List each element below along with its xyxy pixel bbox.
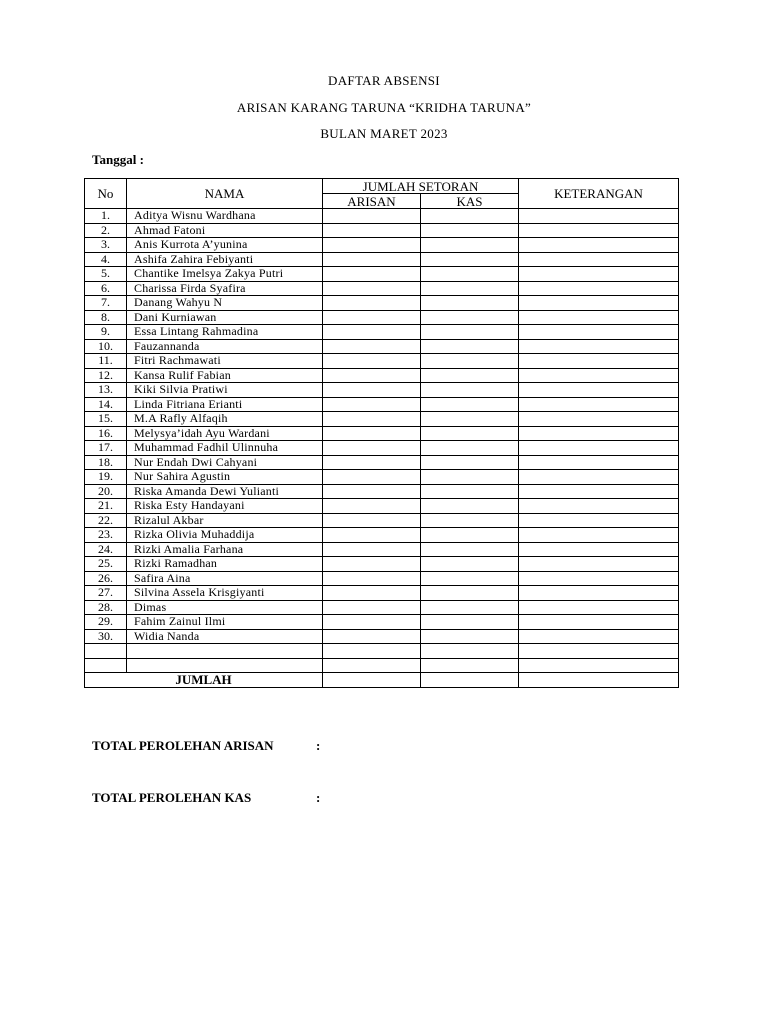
row-no: 23. xyxy=(85,528,127,543)
row-nama: Dani Kurniawan xyxy=(127,310,323,325)
table-row xyxy=(85,484,679,499)
row-kas-cell[interactable] xyxy=(421,426,519,441)
table-row xyxy=(85,252,679,267)
row-nama: Anis Kurrota A’yunina xyxy=(127,238,323,253)
row-nama: Melysya’idah Ayu Wardani xyxy=(127,426,323,441)
row-keterangan-cell[interactable] xyxy=(519,455,679,470)
row-nama xyxy=(127,644,323,659)
row-arisan-cell[interactable] xyxy=(323,310,421,325)
table-row xyxy=(85,209,679,224)
row-no: 14. xyxy=(85,397,127,412)
row-no: 21. xyxy=(85,499,127,514)
row-keterangan-cell[interactable] xyxy=(519,499,679,514)
jumlah-keterangan-cell[interactable] xyxy=(519,673,679,688)
row-arisan-cell[interactable] xyxy=(323,281,421,296)
row-arisan-cell[interactable] xyxy=(323,354,421,369)
row-arisan-cell[interactable] xyxy=(323,644,421,659)
row-keterangan-cell[interactable] xyxy=(519,644,679,659)
row-nama: Nur Endah Dwi Cahyani xyxy=(127,455,323,470)
table-row xyxy=(85,267,679,282)
row-arisan-cell[interactable] xyxy=(323,238,421,253)
row-keterangan-cell[interactable] xyxy=(519,368,679,383)
total-kas-label: TOTAL PEROLEHAN KAS xyxy=(92,790,252,805)
row-kas-cell[interactable] xyxy=(421,310,519,325)
table-row xyxy=(85,325,679,340)
row-arisan-cell[interactable] xyxy=(323,223,421,238)
row-no: 26. xyxy=(85,571,127,586)
table-row xyxy=(85,310,679,325)
row-keterangan-cell[interactable] xyxy=(519,281,679,296)
table-row xyxy=(85,499,679,514)
row-nama: Fitri Rachmawati xyxy=(127,354,323,369)
row-arisan-cell[interactable] xyxy=(323,528,421,543)
row-no: 13. xyxy=(85,383,127,398)
row-nama: Essa Lintang Rahmadina xyxy=(127,325,323,340)
table-row xyxy=(85,368,679,383)
table-row xyxy=(85,658,679,673)
row-keterangan-cell[interactable] xyxy=(519,209,679,224)
table-row xyxy=(85,383,679,398)
row-kas-cell[interactable] xyxy=(421,397,519,412)
document-subtitle: ARISAN KARANG TARUNA “KRIDHA TARUNA” xyxy=(236,100,532,115)
table-row xyxy=(85,528,679,543)
table-row xyxy=(85,600,679,615)
row-keterangan-cell[interactable] xyxy=(519,223,679,238)
row-nama: Chantike Imelsya Zakya Putri xyxy=(127,267,323,282)
row-no: 22. xyxy=(85,513,127,528)
row-keterangan-cell[interactable] xyxy=(519,441,679,456)
row-arisan-cell[interactable] xyxy=(323,658,421,673)
row-kas-cell[interactable] xyxy=(421,658,519,673)
row-kas-cell[interactable] xyxy=(421,238,519,253)
row-nama: M.A Rafly Alfaqih xyxy=(127,412,323,427)
row-nama xyxy=(127,658,323,673)
attendance-rows xyxy=(85,209,679,673)
row-keterangan-cell[interactable] xyxy=(519,484,679,499)
row-no: 20. xyxy=(85,484,127,499)
row-arisan-cell[interactable] xyxy=(323,557,421,572)
row-keterangan-cell[interactable] xyxy=(519,310,679,325)
row-no: 12. xyxy=(85,368,127,383)
attendance-table xyxy=(84,178,679,688)
tanggal-label: Tanggal : xyxy=(92,152,144,167)
table-row xyxy=(85,281,679,296)
row-kas-cell[interactable] xyxy=(421,571,519,586)
row-no: 25. xyxy=(85,557,127,572)
row-keterangan-cell[interactable] xyxy=(519,267,679,282)
row-keterangan-cell[interactable] xyxy=(519,252,679,267)
row-no: 18. xyxy=(85,455,127,470)
row-no: 15. xyxy=(85,412,127,427)
header-no: No xyxy=(85,179,127,209)
row-kas-cell[interactable] xyxy=(421,296,519,311)
row-arisan-cell[interactable] xyxy=(323,383,421,398)
table-row xyxy=(85,296,679,311)
row-nama: Silvina Assela Krisgiyanti xyxy=(127,586,323,601)
row-arisan-cell[interactable] xyxy=(323,368,421,383)
table-row xyxy=(85,426,679,441)
row-nama: Linda Fitriana Erianti xyxy=(127,397,323,412)
row-arisan-cell[interactable] xyxy=(323,455,421,470)
row-no: 17. xyxy=(85,441,127,456)
row-arisan-cell[interactable] xyxy=(323,615,421,630)
table-row xyxy=(85,542,679,557)
table-row xyxy=(85,354,679,369)
row-kas-cell[interactable] xyxy=(421,325,519,340)
row-keterangan-cell[interactable] xyxy=(519,470,679,485)
jumlah-arisan-cell[interactable] xyxy=(323,673,421,688)
row-kas-cell[interactable] xyxy=(421,513,519,528)
row-nama: Fahim Zainul Ilmi xyxy=(127,615,323,630)
row-keterangan-cell[interactable] xyxy=(519,615,679,630)
row-keterangan-cell[interactable] xyxy=(519,296,679,311)
row-kas-cell[interactable] xyxy=(421,441,519,456)
row-no xyxy=(85,658,127,673)
row-kas-cell[interactable] xyxy=(421,484,519,499)
header-keterangan: KETERANGAN xyxy=(519,179,679,209)
row-kas-cell[interactable] xyxy=(421,281,519,296)
row-kas-cell[interactable] xyxy=(421,600,519,615)
row-kas-cell[interactable] xyxy=(421,557,519,572)
row-keterangan-cell[interactable] xyxy=(519,354,679,369)
row-no: 1. xyxy=(85,209,127,224)
row-keterangan-cell[interactable] xyxy=(519,397,679,412)
row-nama: Dimas xyxy=(127,600,323,615)
row-keterangan-cell[interactable] xyxy=(519,238,679,253)
row-arisan-cell[interactable] xyxy=(323,571,421,586)
row-kas-cell[interactable] xyxy=(421,339,519,354)
table-row xyxy=(85,412,679,427)
document-title: DAFTAR ABSENSI xyxy=(328,73,440,88)
row-keterangan-cell[interactable] xyxy=(519,629,679,644)
row-nama: Danang Wahyu N xyxy=(127,296,323,311)
row-nama: Ashifa Zahira Febiyanti xyxy=(127,252,323,267)
row-nama: Rizki Ramadhan xyxy=(127,557,323,572)
row-no: 3. xyxy=(85,238,127,253)
table-row xyxy=(85,223,679,238)
header-kas: KAS xyxy=(421,194,519,209)
row-nama: Riska Amanda Dewi Yulianti xyxy=(127,484,323,499)
table-row xyxy=(85,397,679,412)
row-nama: Fauzannanda xyxy=(127,339,323,354)
row-arisan-cell[interactable] xyxy=(323,629,421,644)
row-arisan-cell[interactable] xyxy=(323,397,421,412)
table-row xyxy=(85,441,679,456)
row-nama: Aditya Wisnu Wardhana xyxy=(127,209,323,224)
table-row xyxy=(85,586,679,601)
row-keterangan-cell[interactable] xyxy=(519,513,679,528)
row-kas-cell[interactable] xyxy=(421,252,519,267)
row-arisan-cell[interactable] xyxy=(323,296,421,311)
row-keterangan-cell[interactable] xyxy=(519,426,679,441)
row-keterangan-cell[interactable] xyxy=(519,658,679,673)
row-no: 7. xyxy=(85,296,127,311)
row-arisan-cell[interactable] xyxy=(323,470,421,485)
row-arisan-cell[interactable] xyxy=(323,441,421,456)
header-jumlah-setoran: JUMLAH SETORAN xyxy=(323,179,519,194)
row-kas-cell[interactable] xyxy=(421,354,519,369)
row-nama: Widia Nanda xyxy=(127,629,323,644)
table-row xyxy=(85,238,679,253)
row-arisan-cell[interactable] xyxy=(323,339,421,354)
row-nama: Riska Esty Handayani xyxy=(127,499,323,514)
row-kas-cell[interactable] xyxy=(421,412,519,427)
table-row xyxy=(85,513,679,528)
row-kas-cell[interactable] xyxy=(421,629,519,644)
jumlah-kas-cell[interactable] xyxy=(421,673,519,688)
row-kas-cell[interactable] xyxy=(421,470,519,485)
total-arisan xyxy=(92,738,321,754)
row-arisan-cell[interactable] xyxy=(323,252,421,267)
table-row xyxy=(85,455,679,470)
row-arisan-cell[interactable] xyxy=(323,484,421,499)
row-no: 29. xyxy=(85,615,127,630)
row-arisan-cell[interactable] xyxy=(323,412,421,427)
row-arisan-cell[interactable] xyxy=(323,600,421,615)
row-kas-cell[interactable] xyxy=(421,368,519,383)
row-arisan-cell[interactable] xyxy=(323,209,421,224)
row-nama: Ahmad Fatoni xyxy=(127,223,323,238)
row-kas-cell[interactable] xyxy=(421,586,519,601)
row-no: 10. xyxy=(85,339,127,354)
table-row xyxy=(85,571,679,586)
table-row xyxy=(85,629,679,644)
row-no: 24. xyxy=(85,542,127,557)
table-row xyxy=(85,615,679,630)
row-keterangan-cell[interactable] xyxy=(519,325,679,340)
row-no: 8. xyxy=(85,310,127,325)
row-kas-cell[interactable] xyxy=(421,383,519,398)
row-kas-cell[interactable] xyxy=(421,455,519,470)
row-nama: Kansa Rulif Fabian xyxy=(127,368,323,383)
row-nama: Charissa Firda Syafira xyxy=(127,281,323,296)
row-keterangan-cell[interactable] xyxy=(519,339,679,354)
table-row xyxy=(85,470,679,485)
row-kas-cell[interactable] xyxy=(421,542,519,557)
jumlah-label: JUMLAH xyxy=(85,673,323,688)
row-no: 19. xyxy=(85,470,127,485)
total-arisan-label: TOTAL PEROLEHAN ARISAN xyxy=(92,738,274,753)
document-period: BULAN MARET 2023 xyxy=(320,126,448,141)
total-kas xyxy=(92,790,321,806)
header-nama: NAMA xyxy=(127,179,323,209)
row-kas-cell[interactable] xyxy=(421,528,519,543)
total-arisan-colon: : xyxy=(316,738,321,753)
row-kas-cell[interactable] xyxy=(421,267,519,282)
row-arisan-cell[interactable] xyxy=(323,325,421,340)
row-keterangan-cell[interactable] xyxy=(519,528,679,543)
row-no: 11. xyxy=(85,354,127,369)
row-nama: Rizka Olivia Muhaddija xyxy=(127,528,323,543)
row-arisan-cell[interactable] xyxy=(323,586,421,601)
row-no: 27. xyxy=(85,586,127,601)
row-keterangan-cell[interactable] xyxy=(519,557,679,572)
row-arisan-cell[interactable] xyxy=(323,267,421,282)
row-kas-cell[interactable] xyxy=(421,223,519,238)
total-kas-colon: : xyxy=(316,790,321,805)
row-keterangan-cell[interactable] xyxy=(519,571,679,586)
row-nama: Muhammad Fadhil Ulinnuha xyxy=(127,441,323,456)
row-keterangan-cell[interactable] xyxy=(519,412,679,427)
header-arisan: ARISAN xyxy=(323,194,421,209)
table-row xyxy=(85,339,679,354)
row-no: 30. xyxy=(85,629,127,644)
row-arisan-cell[interactable] xyxy=(323,426,421,441)
table-row xyxy=(85,644,679,659)
row-kas-cell[interactable] xyxy=(421,615,519,630)
row-no: 28. xyxy=(85,600,127,615)
row-kas-cell[interactable] xyxy=(421,499,519,514)
jumlah-row xyxy=(85,673,679,688)
row-no: 5. xyxy=(85,267,127,282)
row-nama: Rizki Amalia Farhana xyxy=(127,542,323,557)
table-row xyxy=(85,557,679,572)
row-no: 6. xyxy=(85,281,127,296)
row-keterangan-cell[interactable] xyxy=(519,600,679,615)
row-nama: Kiki Silvia Pratiwi xyxy=(127,383,323,398)
row-kas-cell[interactable] xyxy=(421,209,519,224)
row-no: 4. xyxy=(85,252,127,267)
row-nama: Nur Sahira Agustin xyxy=(127,470,323,485)
row-nama: Rizalul Akbar xyxy=(127,513,323,528)
row-no: 16. xyxy=(85,426,127,441)
row-keterangan-cell[interactable] xyxy=(519,586,679,601)
row-keterangan-cell[interactable] xyxy=(519,542,679,557)
row-kas-cell[interactable] xyxy=(421,644,519,659)
row-no: 9. xyxy=(85,325,127,340)
row-nama: Safira Aina xyxy=(127,571,323,586)
row-arisan-cell[interactable] xyxy=(323,542,421,557)
row-no xyxy=(85,644,127,659)
row-no: 2. xyxy=(85,223,127,238)
row-arisan-cell[interactable] xyxy=(323,513,421,528)
row-arisan-cell[interactable] xyxy=(323,499,421,514)
row-keterangan-cell[interactable] xyxy=(519,383,679,398)
